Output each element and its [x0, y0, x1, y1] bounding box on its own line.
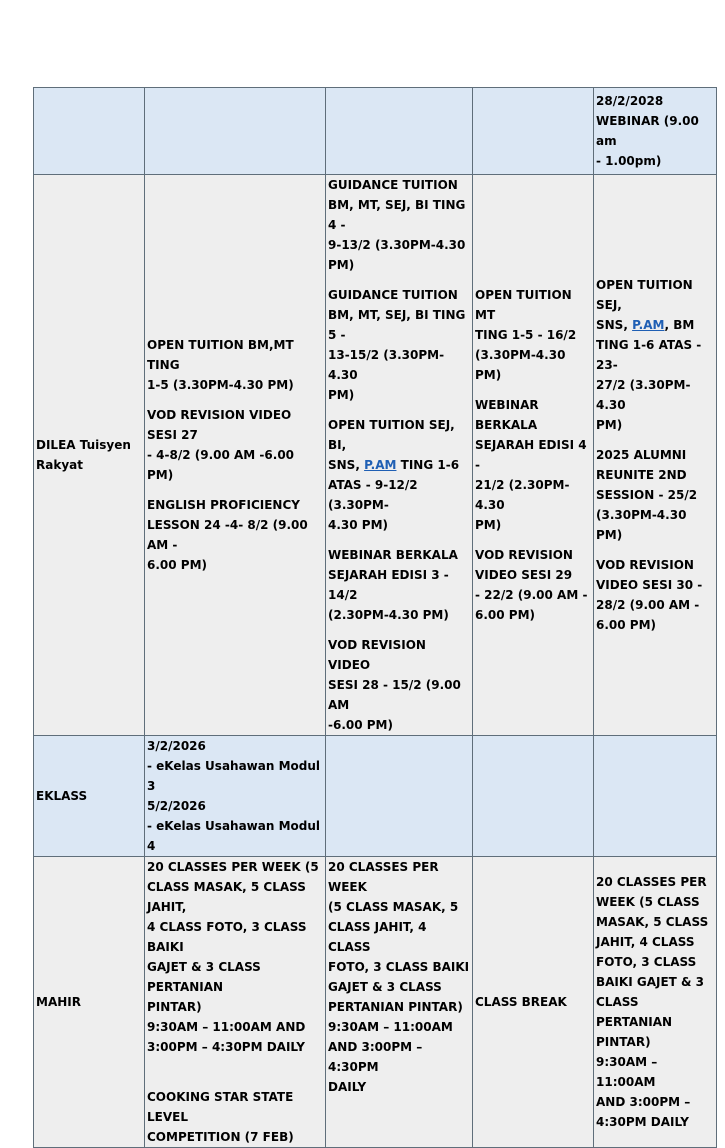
table-row-mahir	[34, 857, 717, 1148]
dilea-w3-item-2: WEBINAR BERKALA SEJARAH EDISI 4 - 21/2 (2.30PM-4.30 PM)	[475, 398, 591, 532]
dilea-w2-item-5: VOD REVISION VIDEO SESI 28 - 15/2 (9.00 AM -6.00 PM)	[328, 638, 466, 732]
dilea-w2-item-2: GUIDANCE TUITION BM, MT, SEJ, BI TING 5 - 13-15/2 (3.30PM-4.30 PM)	[328, 288, 470, 402]
dilea-w2-item-1: GUIDANCE TUITION BM, MT, SEJ, BI TING 4 - 9-13/2 (3.30PM-4.30 PM)	[328, 178, 470, 272]
row0-cell-3	[473, 88, 594, 175]
eklass-week4-cell	[594, 736, 717, 857]
table-row-dilea	[34, 175, 717, 736]
dilea-w1-item-2: VOD REVISION VIDEO SESI 27 - 4-8/2 (9.00 AM -6.00 PM)	[147, 408, 299, 482]
dilea-w1-item-3: ENGLISH PROFICIENCY LESSON 24 -4- 8/2 (9.00 AM - 6.00 PM)	[147, 498, 312, 572]
row-label-eklass: EKLASS	[34, 736, 145, 857]
dilea-week4-cell	[594, 175, 717, 736]
eklass-week2-cell	[326, 736, 473, 857]
dilea-w2-item-3: OPEN TUITION SEJ, BI, SNS, P.AM TING 1-6 ATAS - 9-12/2 (3.30PM- 4.30 PM)	[328, 418, 460, 532]
dilea-w4-item-3: VOD REVISION VIDEO SESI 30 - 28/2 (9.00 AM - 6.00 PM)	[596, 558, 703, 632]
dilea-w4-item-2: 2025 ALUMNI REUNITE 2ND SESSION - 25/2 (3.30PM-4.30 PM)	[596, 448, 698, 542]
dilea-week1-cell	[145, 175, 326, 736]
dilea-w2-item-4: WEBINAR BERKALA SEJARAH EDISI 3 - 14/2 (2.30PM-4.30 PM)	[328, 548, 458, 622]
row-label-dilea: DILEA Tuisyen Rakyat	[34, 175, 145, 736]
row0-cell-1	[145, 88, 326, 175]
dilea-w1-item-1: OPEN TUITION BM,MT TING 1-5 (3.30PM-4.30 PM)	[147, 338, 298, 392]
dilea-w3-item-1: OPEN TUITION MT TING 1-5 - 16/2 (3.30PM-4.30 PM)	[475, 288, 577, 382]
schedule-table	[33, 87, 717, 1148]
mahir-week3-cell: CLASS BREAK	[473, 857, 594, 1148]
dilea-w3-item-3: VOD REVISION VIDEO SESI 29 - 22/2 (9.00 AM - 6.00 PM)	[475, 548, 588, 622]
mahir-week1-cell: 20 CLASSES PER WEEK (5 CLASS MASAK, 5 CLASS JAHIT, 4 CLASS FOTO, 3 CLASS BAIKI GAJET & 3 CLASS PERTANIAN PINTAR) 9:30AM – 11:00AM AND 3:00PM – 4:30PM DAILY COOKING STAR STATE LEVEL COMPETITION (7 FEB)	[145, 857, 326, 1148]
table-row-header	[34, 88, 717, 175]
spacer	[147, 1057, 323, 1087]
eklass-week1-cell: 3/2/2026 - eKelas Usahawan Modul 3 5/2/2026 - eKelas Usahawan Modul 4	[145, 736, 326, 857]
webinar-date: 28/2/2028	[596, 94, 664, 108]
dilea-week3-cell	[473, 175, 594, 736]
dilea-w4-item-1: OPEN TUITION SEJ, SNS, P.AM, BM TING 1-6 ATAS - 23- 27/2 (3.30PM-4.30 PM)	[596, 278, 706, 432]
table-row-eklass	[34, 736, 717, 857]
dilea-week2-cell	[326, 175, 473, 736]
pam-link[interactable]: P.AM	[364, 458, 397, 472]
webinar-time: - 1.00pm)	[596, 154, 662, 168]
pam-link[interactable]: P.AM	[632, 318, 665, 332]
mahir-week4-cell: 20 CLASSES PER WEEK (5 CLASS MASAK, 5 CLASS JAHIT, 4 CLASS FOTO, 3 CLASS BAIKI GAJET & 3 CLASS PERTANIAN PINTAR) 9:30AM – 11:00AM AND 3:00PM – 4:30PM DAILY	[594, 857, 717, 1148]
webinar-title: WEBINAR (9.00 am	[596, 114, 704, 148]
row0-cell-4	[594, 88, 717, 175]
row0-label-cell	[34, 88, 145, 175]
mahir-week2-cell: 20 CLASSES PER WEEK (5 CLASS MASAK, 5 CLASS JAHIT, 4 CLASS FOTO, 3 CLASS BAIKI GAJET & 3 CLASS PERTANIAN PINTAR) 9:30AM – 11:00AM AND 3:00PM – 4:30PM DAILY	[326, 857, 473, 1148]
eklass-week3-cell	[473, 736, 594, 857]
row-label-mahir: MAHIR	[34, 857, 145, 1148]
row0-cell-2	[326, 88, 473, 175]
